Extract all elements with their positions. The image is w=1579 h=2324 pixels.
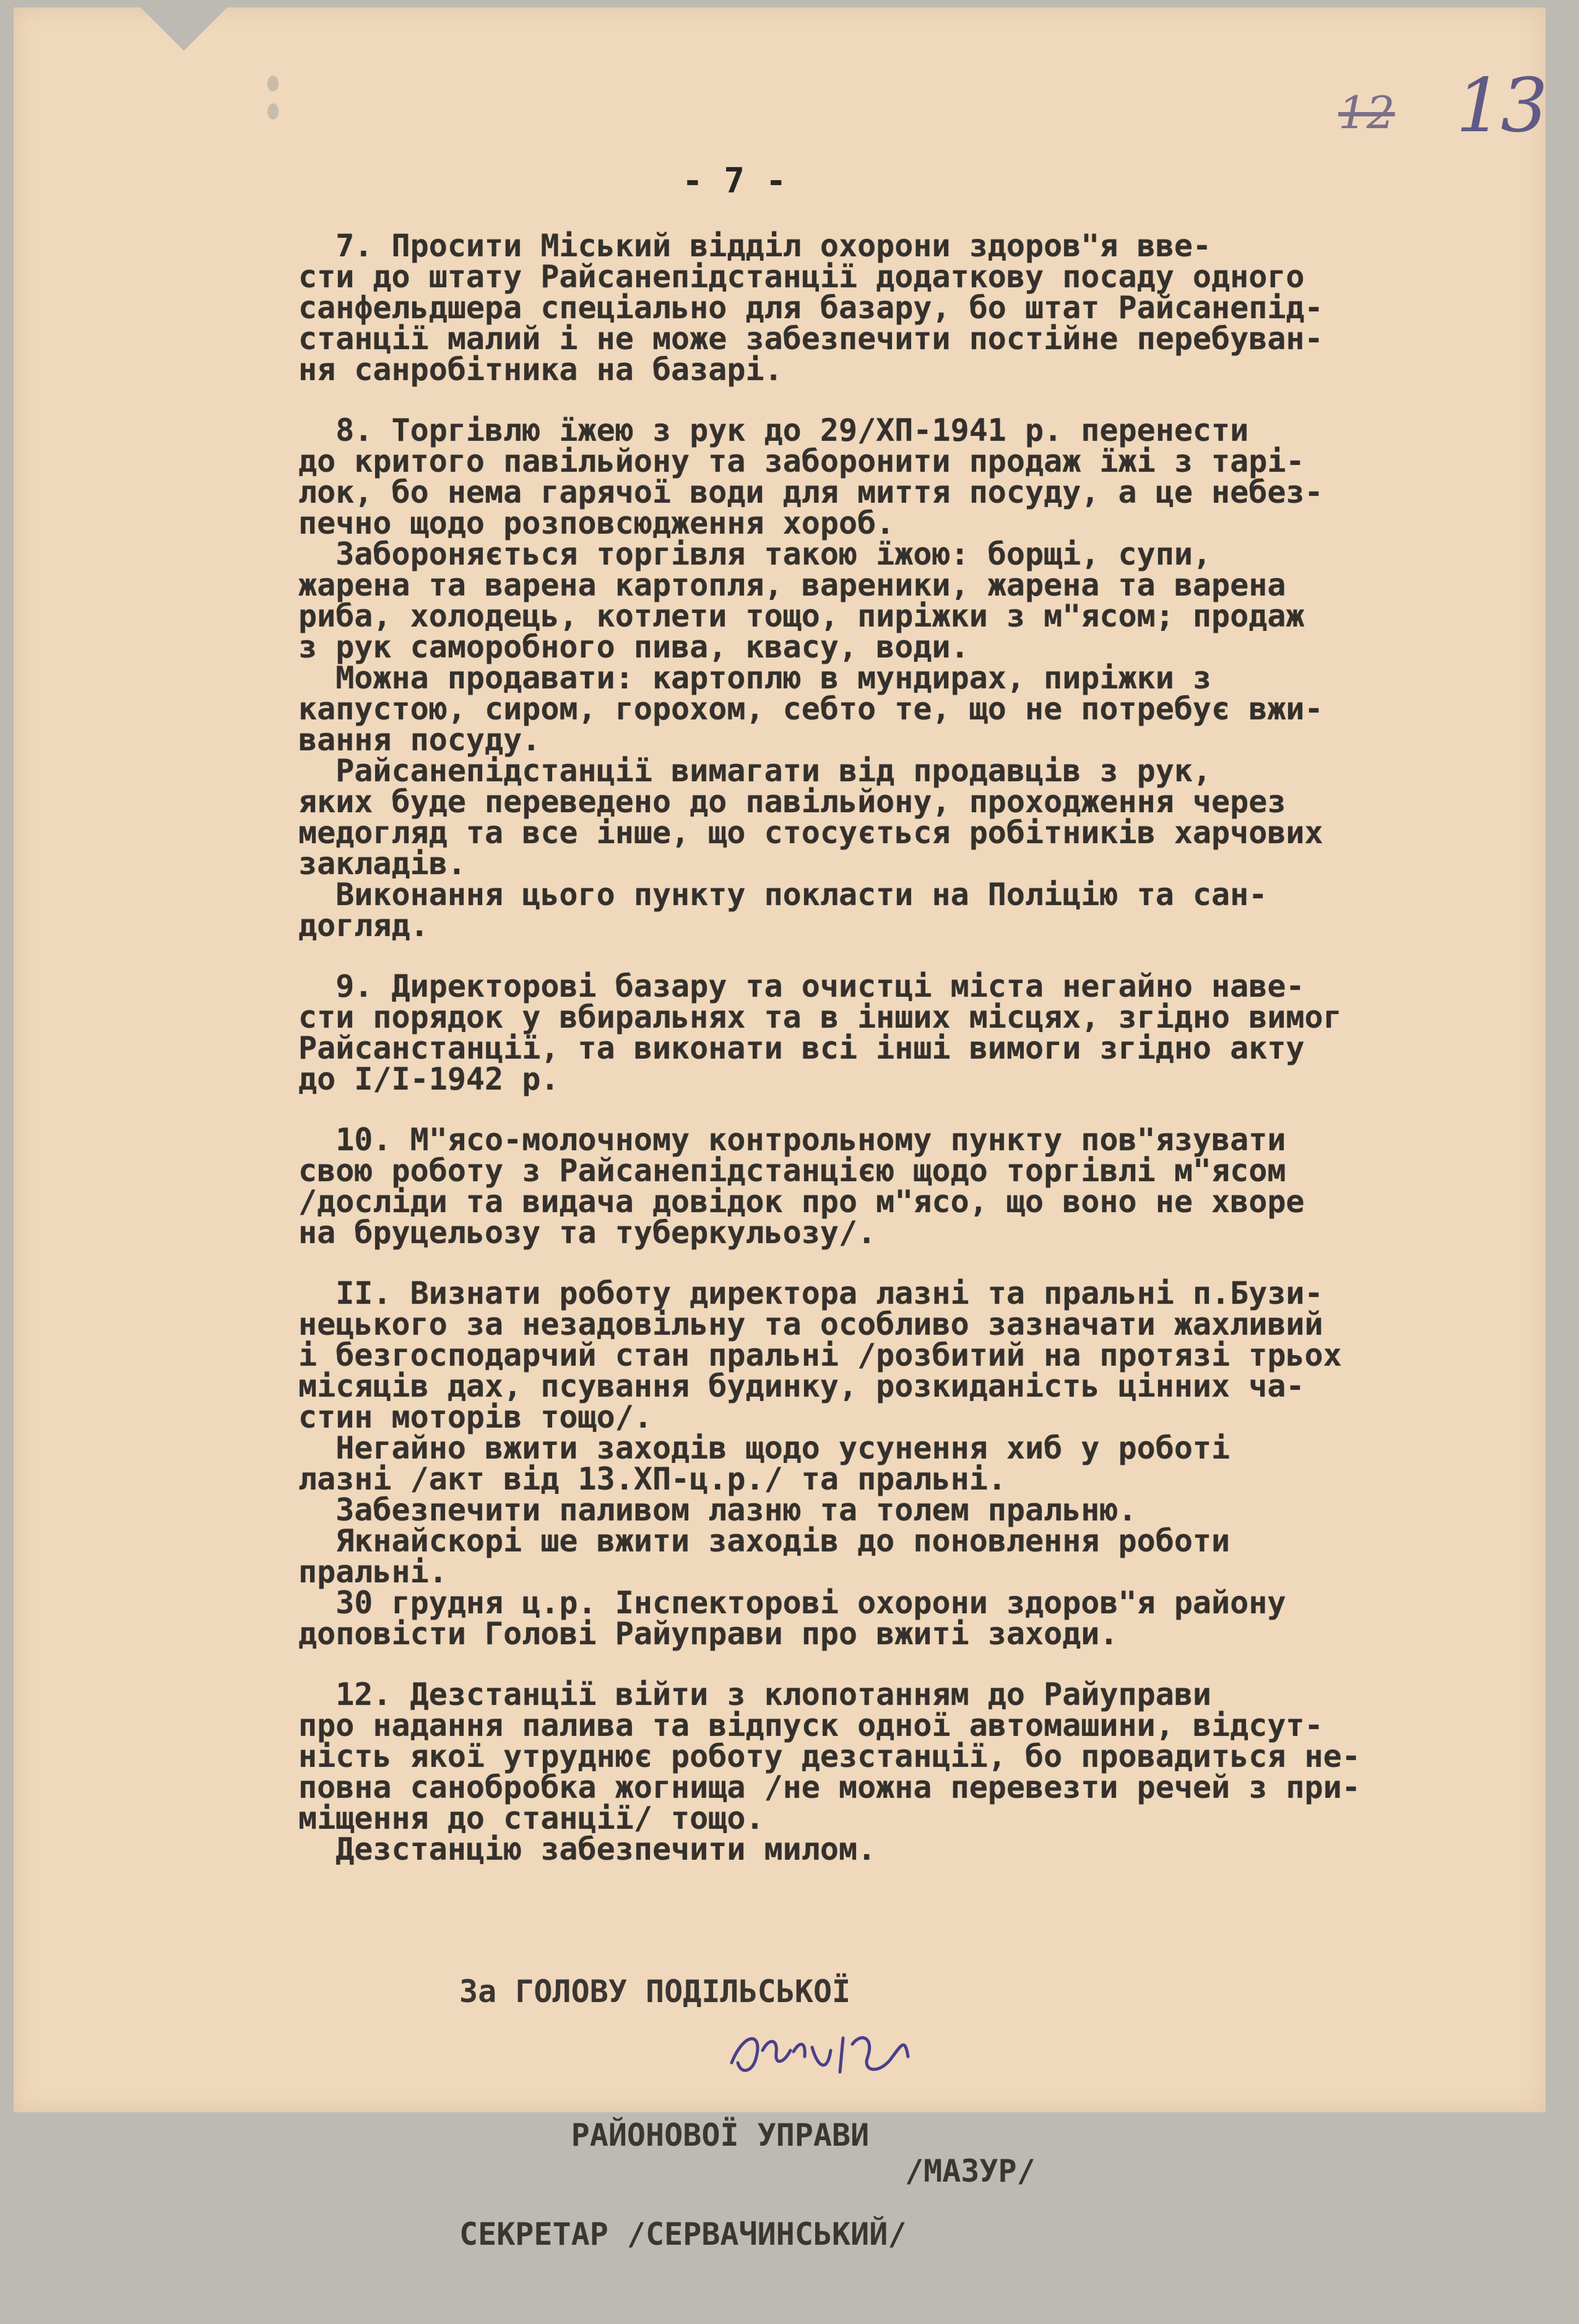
text-line: лок, бо нема гарячої води для миття посуду, а це небез-: [298, 474, 1323, 510]
text-line: Райсанстанції, та виконати всі інші вимоги згідно акту: [298, 1030, 1305, 1066]
document-sheet: [14, 7, 1546, 2252]
text-line: капустою, сиром, горохом, себто те, що не потребує вжи-: [298, 691, 1323, 727]
text-line: 10. М"ясо-молочному контрольному пункту пов"язувати: [298, 1122, 1286, 1158]
paragraph-gap: [298, 1095, 1512, 1124]
staple-hole: [267, 103, 279, 119]
signature-line-1: За ГОЛОВУ ПОДІЛЬСЬКОЇ: [459, 1974, 851, 2010]
text-line: Негайно вжити заходів щодо усунення хиб у роботі: [298, 1430, 1231, 1466]
text-line: Виконання цього пункту покласти на Поліцію та сан-: [298, 877, 1268, 913]
text-line: Якнайскорі ше вжити заходів до поновлення роботи: [298, 1523, 1231, 1559]
text-line: вання посуду.: [298, 722, 541, 758]
paragraph-gap: [298, 1248, 1512, 1278]
text-line: пральні.: [298, 1554, 448, 1590]
text-line: санфельдшера спеціально для базару, бо штат Райсанепід-: [298, 290, 1323, 326]
paragraph-gap: [298, 1649, 1512, 1679]
text-line: лазні /акт від 13.ХП-ц.р./ та пральні.: [298, 1461, 1006, 1497]
text-line: сти порядок у вбиральнях та в інших місцях, згідно вимог: [298, 999, 1342, 1035]
current-folio-number: 13: [1456, 63, 1546, 149]
text-line: свою роботу з Райсанепідстанцією щодо торгівлі м"ясом: [298, 1153, 1286, 1189]
text-line: II. Визнати роботу директора лазні та пральні п.Бузи-: [298, 1275, 1323, 1311]
text-line: 30 грудня ц.р. Інспекторові охорони здоров"я району: [298, 1585, 1286, 1621]
text-line: міщення до станції/ тощо.: [298, 1800, 764, 1836]
text-line: про надання палива та відпуск одної автомашини, відсут-: [298, 1707, 1323, 1743]
text-line: до критого павільйону та заборонити продаж їжі з тарі-: [298, 443, 1305, 479]
text-line: 9. Директорові базару та очистці міста негайно наве-: [298, 968, 1305, 1004]
text-line: з рук саморобного пива, квасу, води.: [298, 629, 969, 665]
text-line: яких буде переведено до павільйону, проходження через: [298, 784, 1286, 820]
text-line: стин моторів тощо/.: [298, 1399, 652, 1435]
torn-corner: [141, 7, 227, 51]
text-line: на бруцельозу та туберкульозу/.: [298, 1215, 876, 1251]
text-line: 7. Просити Міський відділ охорони здоров"я вве-: [298, 228, 1212, 264]
archive-folio-number: [1332, 63, 1546, 150]
text-line: догляд.: [298, 908, 429, 943]
text-line: доповісти Голові Райуправи про вжиті заходи.: [298, 1616, 1118, 1652]
text-line: закладів.: [298, 846, 466, 882]
signature-name: /МАЗУР/: [905, 2153, 1036, 2189]
text-line: Забороняється торгівля такою їжою: борщі, супи,: [298, 536, 1212, 572]
text-line: 12. Дезстанції війти з клопотанням до Райуправи: [298, 1676, 1212, 1712]
text-line: /досліди та видача довідок про м"ясо, що воно не хворе: [298, 1184, 1305, 1220]
text-line: Дезстанцію забезпечити милом.: [298, 1831, 876, 1867]
text-line: станції малий і не може забезпечити постійне перебуван-: [298, 321, 1323, 357]
text-line: Райсанепідстанції вимагати від продавців з рук,: [298, 753, 1212, 789]
typed-body: [298, 230, 1512, 1865]
text-line: Забезпечити паливом лазню та толем пральню.: [298, 1492, 1137, 1528]
text-line: місяців дах, псування будинку, розкиданість цінних ча-: [298, 1368, 1305, 1404]
signature-line-3: СЕКРЕТАР /СЕРВАЧИНСЬКИЙ/: [459, 2216, 907, 2252]
text-line: 8. Торгівлю їжею з рук до 29/ХП-1941 р. перенести: [298, 412, 1249, 448]
signature-office: РАЙОНОВОЇ УПРАВИ: [571, 2117, 870, 2153]
text-line: нецького за незадовільну та особливо зазначати жахливий: [298, 1306, 1323, 1342]
text-line: риба, холодець, котлети тощо, пиріжки з м"ясом; продаж: [298, 598, 1305, 634]
paragraph-gap: [298, 385, 1512, 415]
text-line: печно щодо розповсюдження хороб.: [298, 505, 895, 541]
text-line: сти до штату Райсанепідстанції додаткову посаду одного: [298, 259, 1305, 295]
text-line: жарена та варена картопля, вареники, жарена та варена: [298, 567, 1286, 603]
text-line: і безгосподарчий стан пральні /розбитий на протязі трьох: [298, 1337, 1342, 1373]
text-line: ність якої утруднює роботу дезстанції, бо провадиться не-: [298, 1738, 1361, 1774]
text-line: Можна продавати: картоплю в мундирах, пиріжки з: [298, 660, 1212, 696]
signature-block: [459, 1902, 1036, 2324]
staple-hole: [267, 76, 279, 92]
page-number: - 7 -: [682, 161, 787, 201]
text-line: медогляд та все інше, що стосується робітників харчових: [298, 815, 1323, 851]
text-line: до І/І-1942 р.: [298, 1061, 560, 1097]
handwritten-signature: [719, 2013, 942, 2088]
text-line: ня санробітника на базарі.: [298, 352, 783, 388]
text-line: повна санобробка жогнища /не можна перевезти речей з при-: [298, 1769, 1361, 1805]
paragraph-gap: [298, 941, 1512, 971]
struck-folio-number: 12: [1338, 87, 1395, 139]
